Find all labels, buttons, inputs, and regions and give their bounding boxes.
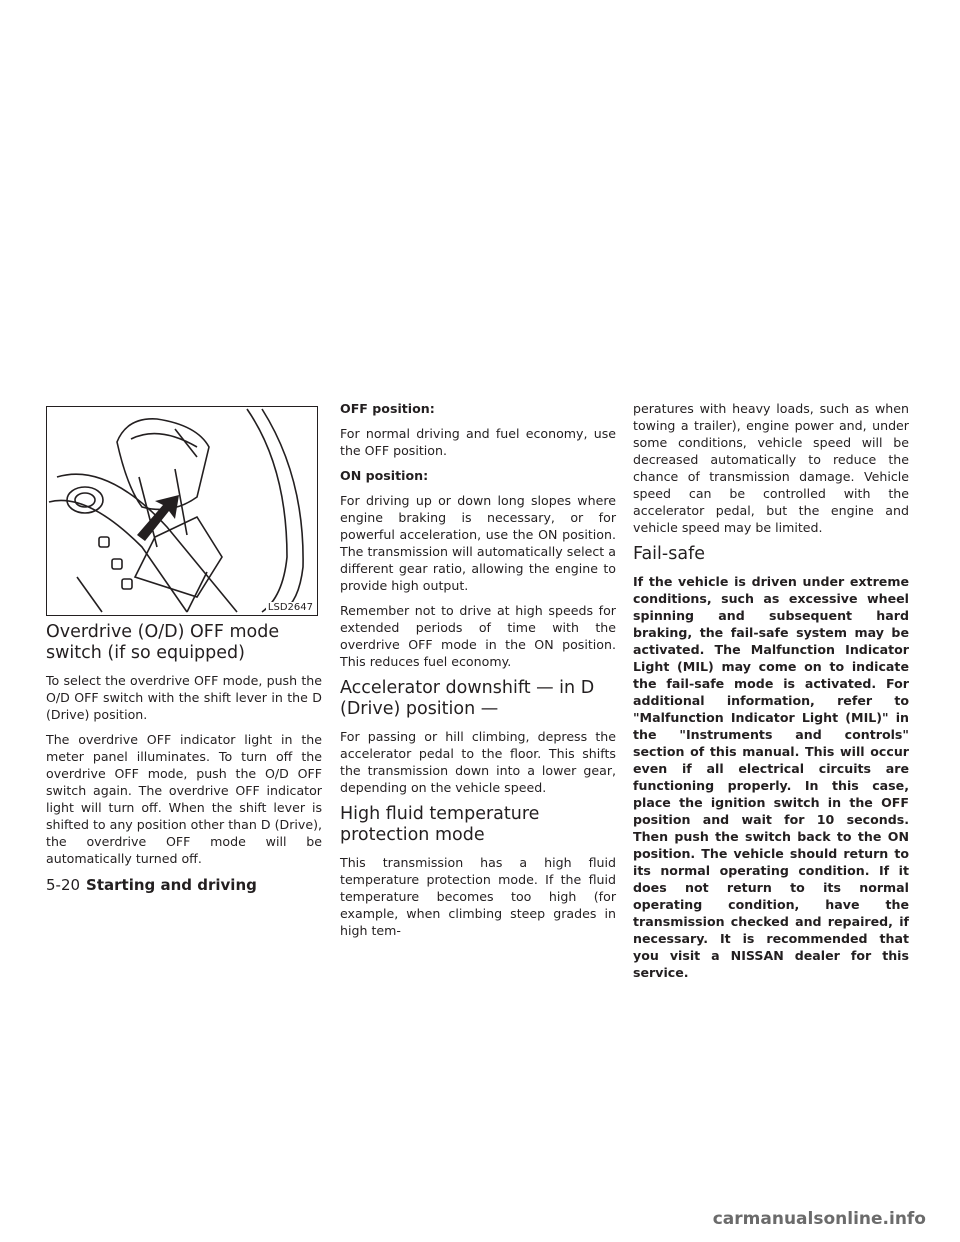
watermark: carmanualsonline.info [712, 1209, 926, 1229]
column-1 [46, 406, 322, 875]
fluid-temperature-text: This transmission has a high fluid temperature protection mode. If the fluid temperature becomes too high (for example, when climbing steep grades in high tem- [340, 855, 616, 938]
section-title: Starting and driving [86, 876, 257, 894]
accelerator-downshift-heading: Accelerator downshift — in D (Drive) position — [340, 678, 595, 719]
off-position-heading: OFF position: [340, 401, 435, 416]
page-number: 5-20 [46, 876, 81, 894]
od-off-paragraph-2: The overdrive OFF indicator light in the meter panel illuminates. To turn off the overdrive OFF mode, push the O/D OFF switch again. The overdrive OFF indicator light will turn off. When the shift lever is shifted to any position other than D (Drive), the overdrive OFF mode will be automatically turned off. [46, 732, 322, 866]
shift-lever-figure [46, 406, 318, 616]
fail-safe-text: If the vehicle is driven under extreme conditions, such as excessive wheel spinning and subsequent hard braking, the fail-safe system may be activated. The Malfunction Indicator Light (MIL) may come on to indicate the fail-safe mode is activated. For additional information, refer to "Malfunction Indicator Light (MIL)" in the "Instruments and controls" section of this manual. This will occur even if all electrical circuits are functioning properly. In this case, place the ignition switch in the OFF position and wait for 10 seconds. Then push the switch back to the ON position. The vehicle should return to its normal operating condition. If it does not return to its normal operating condition, have the transmission checked and repaired, if necessary. It is recommended that you visit a NISSAN dealer for this service. [633, 574, 909, 980]
page-footer [46, 876, 257, 894]
shift-lever-illustration [47, 407, 318, 616]
od-off-heading: Overdrive (O/D) OFF mode switch (if so equipped) [46, 622, 280, 663]
od-off-paragraph-1: To select the overdrive OFF mode, push the O/D OFF switch with the shift lever in the D (Drive) position. [46, 673, 322, 722]
figure-id-label: LSD2647 [267, 602, 313, 613]
column-2 [340, 400, 616, 947]
fail-safe-heading: Fail-safe [633, 544, 705, 564]
accelerator-downshift-text: For passing or hill climbing, depress the accelerator pedal to the floor. This shifts the transmission down into a lower gear, depending on the vehicle speed. [340, 729, 616, 795]
remember-text: Remember not to drive at high speeds for extended periods of time with the overdrive OFF mode in the ON position. This reduces fuel economy. [340, 603, 616, 669]
column-3 [633, 400, 909, 989]
off-position-text: For normal driving and fuel economy, use the OFF position. [340, 426, 616, 458]
fluid-temperature-continued: peratures with heavy loads, such as when towing a trailer), engine power and, under some conditions, vehicle speed will be decreased automatically to reduce the chance of transmission damage. Vehicle speed can be controlled with the accelerator pedal, but the engine and vehicle speed may be limited. [633, 401, 909, 535]
on-position-text: For driving up or down long slopes where engine braking is necessary, or for powerful acceleration, use the ON position. The transmission will automatically select a different gear ratio, allowing the engine to provide high output. [340, 493, 616, 593]
fluid-temperature-heading: High fluid temperature protection mode [340, 804, 540, 845]
on-position-heading: ON position: [340, 468, 429, 483]
